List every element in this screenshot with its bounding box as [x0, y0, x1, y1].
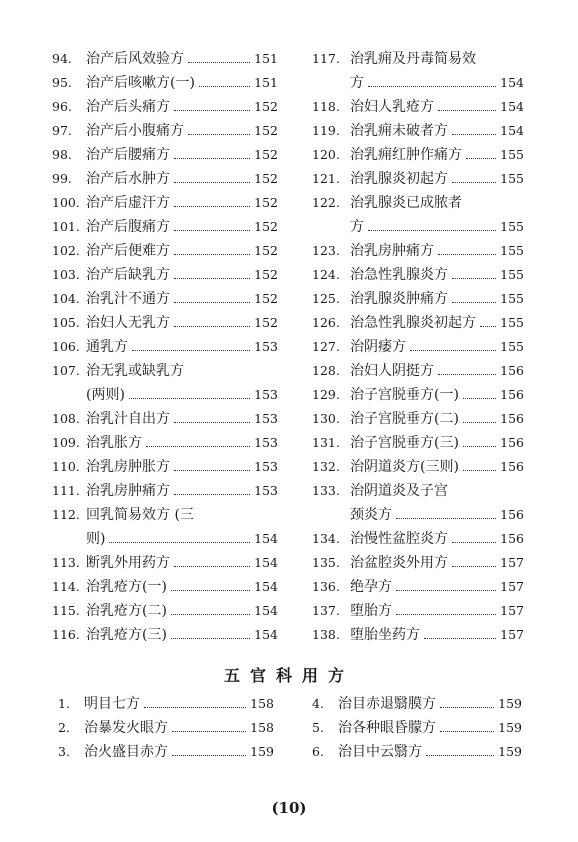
entry-title: (两则) [86, 387, 125, 403]
entry-number: 100. [52, 195, 80, 210]
toc-entry [52, 143, 278, 167]
entry-title: 治产后缺乳方 [86, 267, 170, 283]
leader-dots [463, 422, 496, 423]
entry-title: 治乳疮方(二) [86, 603, 167, 619]
entry-page-number: 152 [254, 315, 278, 330]
entry-title: 堕胎方 [350, 603, 392, 619]
toc-entry [58, 692, 274, 716]
entry-number: 124. [312, 267, 340, 282]
entry-page-number: 159 [498, 696, 522, 711]
entry-number: 3. [58, 744, 70, 759]
entry-page-number: 154 [254, 627, 278, 642]
entry-title: 治产后腹痛方 [86, 219, 170, 235]
entry-page-number: 154 [254, 579, 278, 594]
toc-entry [58, 716, 274, 740]
entry-title: 治乳胀方 [86, 435, 142, 451]
entry-number: 105. [52, 315, 80, 330]
leader-dots [174, 326, 250, 327]
entry-number: 99. [52, 171, 72, 186]
entry-page-number: 157 [500, 555, 524, 570]
entry-number: 111. [52, 483, 80, 498]
entry-number: 117. [312, 51, 340, 66]
leader-dots [452, 278, 496, 279]
entry-number: 130. [312, 411, 340, 426]
leader-dots [174, 254, 250, 255]
toc-entry [52, 335, 278, 359]
entry-title: 治暴发火眼方 [84, 720, 168, 736]
leader-dots [438, 254, 496, 255]
entry-page-number: 154 [254, 603, 278, 618]
entry-page-number: 154 [500, 99, 524, 114]
entry-number: 126. [312, 315, 340, 330]
entry-title: 治产后水肿方 [86, 171, 170, 187]
page-number-footer: (10) [271, 799, 307, 817]
entry-page-number: 154 [500, 75, 524, 90]
entry-page-number: 159 [498, 744, 522, 759]
toc-entry [312, 455, 524, 479]
leader-dots [174, 422, 250, 423]
entry-number: 120. [312, 147, 340, 162]
toc-entry [312, 191, 524, 215]
section-left-column [58, 692, 274, 764]
toc-entry [52, 119, 278, 143]
leader-dots [396, 590, 496, 591]
entry-page-number: 152 [254, 219, 278, 234]
entry-number: 94. [52, 51, 72, 66]
toc-entry [312, 740, 522, 764]
entry-page-number: 155 [500, 147, 524, 162]
leader-dots [174, 206, 250, 207]
entry-page-number: 156 [500, 531, 524, 546]
leader-dots [480, 326, 496, 327]
entry-page-number: 158 [250, 696, 274, 711]
entry-number: 113. [52, 555, 80, 570]
leader-dots [174, 110, 250, 111]
entry-number: 1. [58, 696, 70, 711]
entry-page-number: 156 [500, 411, 524, 426]
entry-number: 112. [52, 507, 80, 522]
toc-entry [312, 239, 524, 263]
entry-number: 119. [312, 123, 340, 138]
entry-title: 治无乳或缺乳方 [86, 363, 184, 379]
toc-entry [52, 95, 278, 119]
entry-page-number: 156 [500, 363, 524, 378]
toc-entry-continuation [312, 71, 524, 95]
entry-title: 治乳房肿胀方 [86, 459, 170, 475]
section-heading: 五官科用方 [223, 666, 354, 685]
toc-entry [312, 167, 524, 191]
entry-title: 治火盛目赤方 [84, 744, 168, 760]
leader-dots [109, 542, 250, 543]
leader-dots [424, 638, 496, 639]
entry-number: 102. [52, 243, 80, 258]
toc-entry [312, 431, 524, 455]
leader-dots [174, 470, 250, 471]
entry-page-number: 156 [500, 387, 524, 402]
entry-number: 123. [312, 243, 340, 258]
entry-page-number: 159 [498, 720, 522, 735]
leader-dots [440, 731, 494, 732]
leader-dots [463, 398, 496, 399]
entry-title: 治乳腺炎已成脓者 [350, 195, 462, 211]
entry-page-number: 151 [254, 51, 278, 66]
entry-title: 绝孕方 [350, 579, 392, 595]
entry-title: 治乳汁不通方 [86, 291, 170, 307]
leader-dots [440, 707, 494, 708]
entry-page-number: 153 [254, 339, 278, 354]
leader-dots [438, 374, 496, 375]
leader-dots [172, 731, 246, 732]
entry-page-number: 152 [254, 267, 278, 282]
toc-entry [52, 71, 278, 95]
toc-entry [52, 311, 278, 335]
entry-title: 治乳汁自出方 [86, 411, 170, 427]
leader-dots [174, 158, 250, 159]
toc-entry [312, 527, 524, 551]
leader-dots [199, 86, 250, 87]
entry-title: 回乳简易效方 (三 [86, 507, 194, 523]
toc-entry [52, 287, 278, 311]
entry-page-number: 155 [500, 339, 524, 354]
leader-dots [174, 566, 250, 567]
entry-page-number: 155 [500, 267, 524, 282]
entry-number: 5. [312, 720, 324, 735]
entry-number: 4. [312, 696, 324, 711]
entry-page-number: 155 [500, 291, 524, 306]
entry-title: 治产后小腹痛方 [86, 123, 184, 139]
toc-entry-continuation [312, 503, 524, 527]
toc-entry [312, 692, 522, 716]
entry-number: 108. [52, 411, 80, 426]
entry-title: 通乳方 [86, 339, 128, 355]
toc-entry [312, 287, 524, 311]
leader-dots [129, 398, 250, 399]
toc-entry [312, 335, 524, 359]
toc-entry [52, 623, 278, 647]
entry-page-number: 157 [500, 579, 524, 594]
entry-title: 治乳腺炎肿痛方 [350, 291, 448, 307]
entry-title: 治各种眼昏朦方 [338, 720, 436, 736]
entry-number: 109. [52, 435, 80, 450]
toc-entry [52, 191, 278, 215]
toc-entry [52, 503, 278, 527]
entry-title: 治乳痈未破者方 [350, 123, 448, 139]
entry-title: 治产后头痛方 [86, 99, 170, 115]
leader-dots [463, 446, 496, 447]
toc-entry [58, 740, 274, 764]
entry-page-number: 156 [500, 507, 524, 522]
entry-page-number: 155 [500, 243, 524, 258]
toc-entry [312, 479, 524, 503]
leader-dots [174, 182, 250, 183]
entry-number: 128. [312, 363, 340, 378]
entry-number: 125. [312, 291, 340, 306]
entry-number: 131. [312, 435, 340, 450]
leader-dots [171, 590, 250, 591]
toc-entry [52, 47, 278, 71]
entry-title: 治阴痿方 [350, 339, 406, 355]
entry-title: 治急性乳腺炎初起方 [350, 315, 476, 331]
entry-title: 方 [350, 219, 364, 235]
entry-title: 治妇人阴挺方 [350, 363, 434, 379]
entry-page-number: 153 [254, 435, 278, 450]
entry-page-number: 152 [254, 99, 278, 114]
entry-page-number: 152 [254, 123, 278, 138]
leader-dots [146, 446, 250, 447]
toc-entry [52, 551, 278, 575]
entry-number: 6. [312, 744, 324, 759]
entry-page-number: 157 [500, 603, 524, 618]
entry-title: 治乳疮方(三) [86, 627, 167, 643]
toc-right-column [312, 47, 524, 647]
entry-page-number: 153 [254, 387, 278, 402]
entry-title: 断乳外用药方 [86, 555, 170, 571]
leader-dots [174, 494, 250, 495]
toc-entry [312, 143, 524, 167]
entry-page-number: 155 [500, 315, 524, 330]
toc-entry [52, 359, 278, 383]
toc-entry [52, 455, 278, 479]
leader-dots [438, 110, 496, 111]
entry-number: 110. [52, 459, 80, 474]
entry-number: 122. [312, 195, 340, 210]
leader-dots [452, 566, 496, 567]
entry-title: 治盆腔炎外用方 [350, 555, 448, 571]
entry-title: 治子宫脱垂方(一) [350, 387, 459, 403]
toc-entry [52, 263, 278, 287]
entry-title: 治阴道炎及子宫 [350, 483, 448, 499]
toc-entry [52, 431, 278, 455]
toc-entry [312, 575, 524, 599]
entry-title: 治乳房肿痛方 [86, 483, 170, 499]
toc-entry [312, 716, 522, 740]
entry-title: 治子宫脱垂方(三) [350, 435, 459, 451]
toc-entry [312, 47, 524, 71]
leader-dots [132, 350, 250, 351]
entry-title: 治目中云翳方 [338, 744, 422, 760]
toc-entry [312, 383, 524, 407]
entry-number: 136. [312, 579, 340, 594]
entry-page-number: 154 [500, 123, 524, 138]
entry-number: 114. [52, 579, 80, 594]
toc-entry [52, 215, 278, 239]
toc-left-column [52, 47, 278, 647]
leader-dots [466, 158, 496, 159]
entry-number: 132. [312, 459, 340, 474]
entry-page-number: 151 [254, 75, 278, 90]
entry-number: 133. [312, 483, 340, 498]
entry-page-number: 158 [250, 720, 274, 735]
leader-dots [452, 302, 496, 303]
toc-entry [52, 575, 278, 599]
entry-title: 治妇人乳疮方 [350, 99, 434, 115]
entry-page-number: 155 [500, 171, 524, 186]
leader-dots [426, 755, 494, 756]
entry-title: 治乳腺炎初起方 [350, 171, 448, 187]
toc-entry [312, 407, 524, 431]
toc-entry [52, 167, 278, 191]
entry-title: 方 [350, 75, 364, 91]
entry-number: 106. [52, 339, 80, 354]
entry-title: 治乳痈红肿作痛方 [350, 147, 462, 163]
entry-title: 治子宫脱垂方(二) [350, 411, 459, 427]
entry-page-number: 156 [500, 435, 524, 450]
toc-entry [312, 623, 524, 647]
entry-title: 治乳房肿痛方 [350, 243, 434, 259]
entry-number: 107. [52, 363, 80, 378]
entry-number: 101. [52, 219, 80, 234]
entry-title: 治产后风效验方 [86, 51, 184, 67]
entry-number: 129. [312, 387, 340, 402]
section-right-column [312, 692, 522, 764]
entry-title: 治妇人无乳方 [86, 315, 170, 331]
entry-number: 127. [312, 339, 340, 354]
entry-page-number: 156 [500, 459, 524, 474]
entry-title: 颈炎方 [350, 507, 392, 523]
entry-number: 121. [312, 171, 340, 186]
leader-dots [463, 470, 496, 471]
entry-number: 104. [52, 291, 80, 306]
leader-dots [452, 542, 496, 543]
entry-page-number: 153 [254, 459, 278, 474]
entry-title: 堕胎坐药方 [350, 627, 420, 643]
entry-page-number: 152 [254, 171, 278, 186]
toc-entry [312, 599, 524, 623]
entry-title: 治急性乳腺炎方 [350, 267, 448, 283]
toc-entry [52, 479, 278, 503]
leader-dots [396, 518, 496, 519]
leader-dots [171, 614, 250, 615]
leader-dots [452, 134, 496, 135]
leader-dots [171, 638, 250, 639]
toc-entry-continuation [52, 527, 278, 551]
entry-title: 则) [86, 531, 106, 547]
entry-title: 治产后便难方 [86, 243, 170, 259]
entry-number: 134. [312, 531, 340, 546]
toc-entry [52, 407, 278, 431]
toc-entry-continuation [312, 215, 524, 239]
entry-page-number: 152 [254, 147, 278, 162]
entry-number: 138. [312, 627, 340, 642]
entry-number: 116. [52, 627, 80, 642]
leader-dots [188, 62, 250, 63]
entry-title: 治阴道炎方(三则) [350, 459, 459, 475]
leader-dots [368, 230, 496, 231]
entry-number: 97. [52, 123, 72, 138]
entry-title: 治产后腰痛方 [86, 147, 170, 163]
leader-dots [188, 134, 250, 135]
entry-number: 115. [52, 603, 80, 618]
leader-dots [172, 755, 246, 756]
entry-page-number: 152 [254, 243, 278, 258]
leader-dots [144, 707, 246, 708]
entry-number: 137. [312, 603, 340, 618]
leader-dots [174, 278, 250, 279]
entry-title: 治产后咳嗽方(一) [86, 75, 195, 91]
toc-entry [312, 359, 524, 383]
entry-title: 治乳痈及丹毒简易效 [350, 51, 476, 67]
entry-page-number: 152 [254, 195, 278, 210]
toc-entry [52, 239, 278, 263]
entry-number: 96. [52, 99, 72, 114]
leader-dots [368, 86, 496, 87]
toc-entry [312, 119, 524, 143]
toc-entry [312, 95, 524, 119]
toc-entry [312, 551, 524, 575]
entry-number: 95. [52, 75, 72, 90]
entry-page-number: 157 [500, 627, 524, 642]
toc-entry [52, 599, 278, 623]
entry-number: 98. [52, 147, 72, 162]
entry-title: 治产后虚汗方 [86, 195, 170, 211]
leader-dots [410, 350, 496, 351]
entry-number: 135. [312, 555, 340, 570]
entry-number: 2. [58, 720, 70, 735]
entry-title: 治目赤退翳膜方 [338, 696, 436, 712]
entry-title: 治慢性盆腔炎方 [350, 531, 448, 547]
entry-page-number: 152 [254, 291, 278, 306]
leader-dots [396, 614, 496, 615]
entry-title: 治乳疮方(一) [86, 579, 167, 595]
entry-page-number: 155 [500, 219, 524, 234]
entry-number: 103. [52, 267, 80, 282]
entry-page-number: 153 [254, 411, 278, 426]
entry-page-number: 153 [254, 483, 278, 498]
entry-number: 118. [312, 99, 340, 114]
toc-entry-continuation [52, 383, 278, 407]
entry-page-number: 154 [254, 531, 278, 546]
leader-dots [174, 302, 250, 303]
entry-page-number: 159 [250, 744, 274, 759]
entry-title: 明目七方 [84, 696, 140, 712]
toc-entry [312, 263, 524, 287]
entry-page-number: 154 [254, 555, 278, 570]
toc-entry [312, 311, 524, 335]
leader-dots [452, 182, 496, 183]
leader-dots [174, 230, 250, 231]
